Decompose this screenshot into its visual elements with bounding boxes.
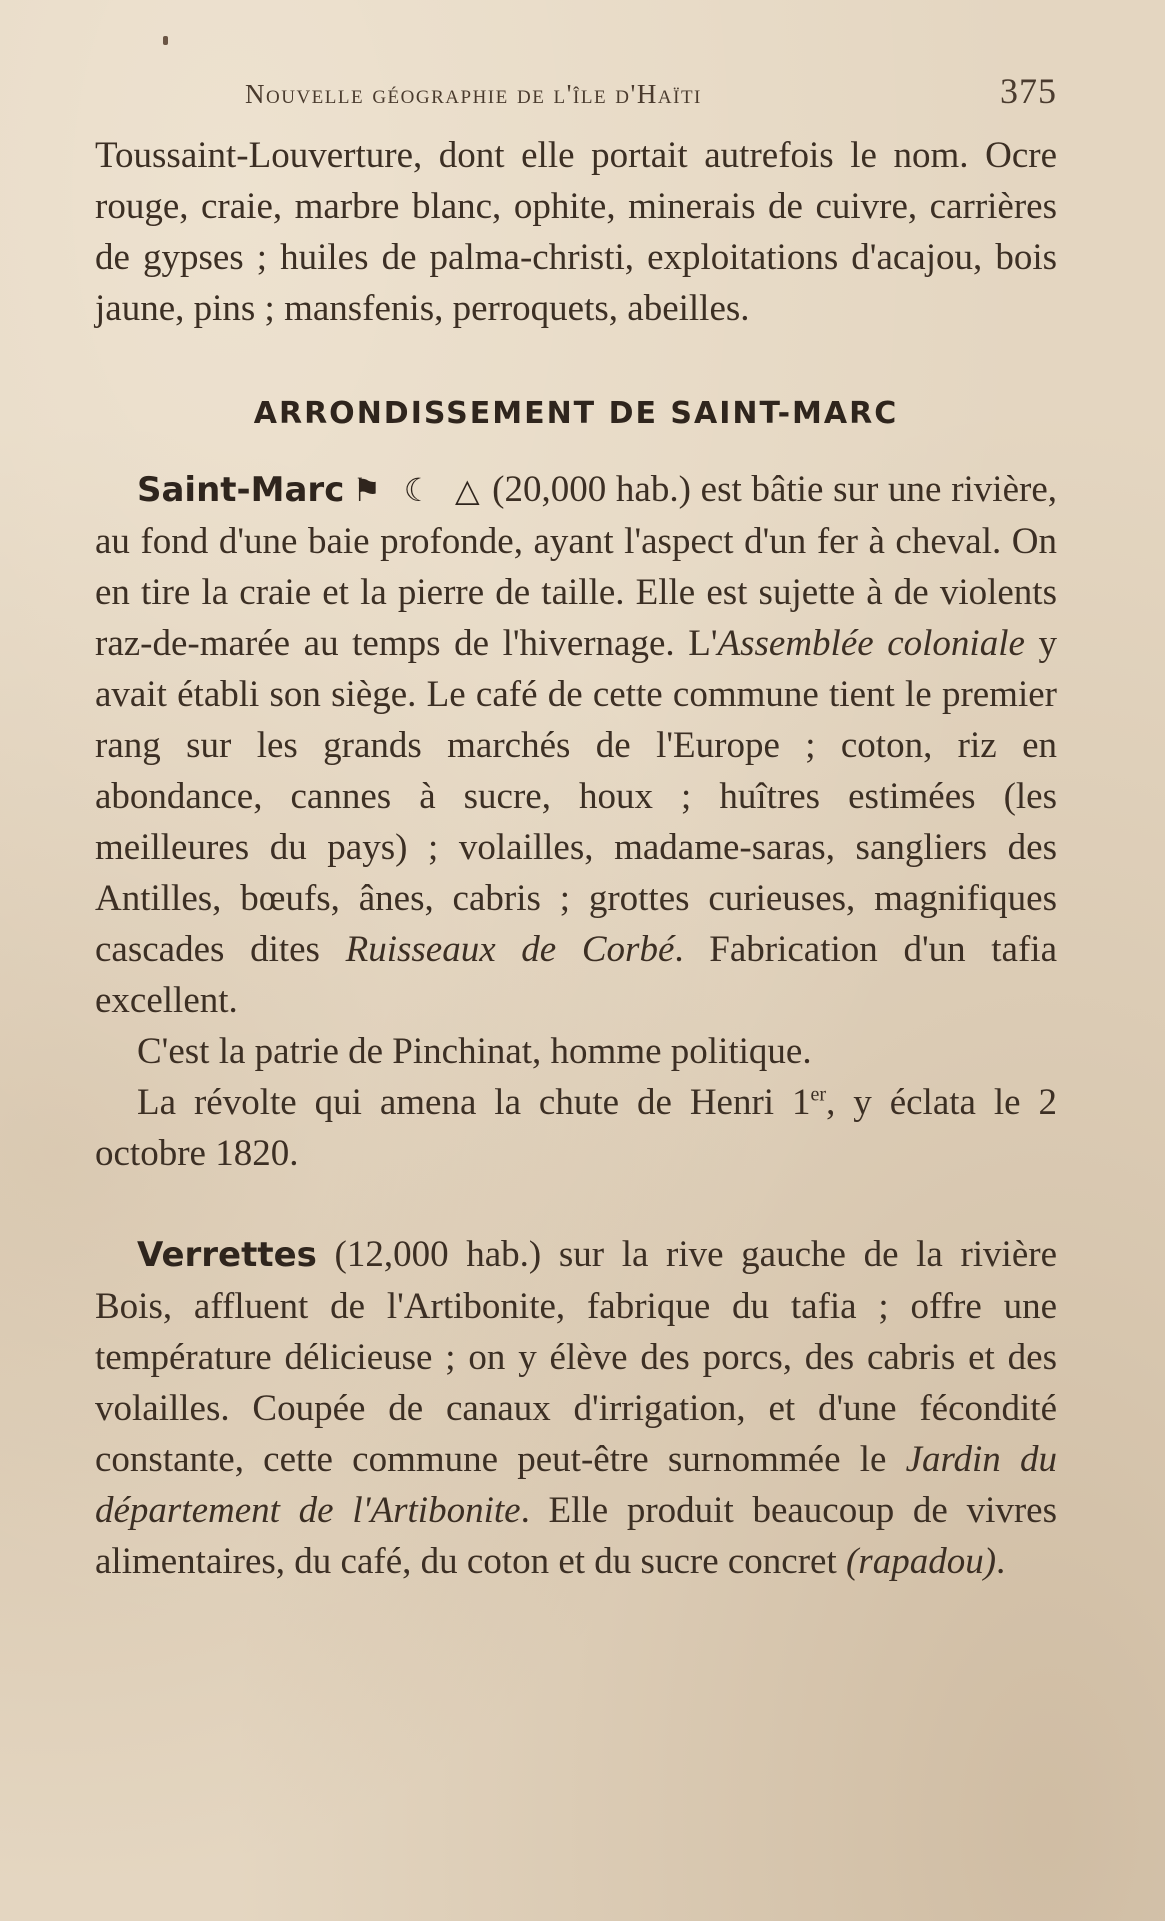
verrettes-title: Verrettes bbox=[137, 1235, 317, 1275]
revolt-paragraph bbox=[95, 1077, 1057, 1179]
jardin-du-departement: Jardin du département de l'Artibonite bbox=[95, 1439, 1057, 1531]
book-page bbox=[95, 70, 1057, 1587]
verrettes-text-1: (12,000 hab.) sur la rive gauche de la rivière Bois, affluent de l'Artibonite, fabrique du tafia ; offre une température délicieuse ; on y élève des porcs, des cabris et des volailles. Coupée de canaux d'irrigation, et d'une fécondité constante, cette commune peut-être surnommée le bbox=[95, 1234, 1057, 1480]
saint-marc-paragraph bbox=[95, 464, 1057, 1026]
saint-marc-text-3: . Fabrication d'un tafia excellent. bbox=[95, 929, 1057, 1021]
section-heading: ARRONDISSEMENT DE SAINT-MARC bbox=[253, 396, 899, 431]
revolt-text-2: , y éclata le 2 octobre 1820. bbox=[95, 1082, 1058, 1174]
revolt-superscript: er bbox=[810, 1083, 827, 1106]
verrettes-paragraph bbox=[95, 1229, 1057, 1587]
ink-speck bbox=[163, 36, 168, 45]
assemblee-coloniale: Assemblée coloniale bbox=[717, 623, 1025, 664]
ruisseaux-de-corbe: Ruisseaux de Corbé bbox=[345, 929, 675, 970]
running-title: Nouvelle géographie de l'île d'Haïti bbox=[245, 79, 702, 109]
rapadou: (rapadou) bbox=[845, 1541, 997, 1582]
revolt-text-1: La révolte qui amena la chute de Henri 1 bbox=[137, 1082, 811, 1123]
page-number: 375 bbox=[1000, 71, 1057, 111]
patrie-paragraph: C'est la patrie de Pinchinat, homme politique. bbox=[137, 1031, 812, 1072]
running-head bbox=[95, 70, 1057, 130]
verrettes-text-3: . bbox=[996, 1541, 1006, 1582]
map-symbols-icon: ⚑ ☾ △ bbox=[352, 471, 487, 509]
intro-paragraph: Toussaint-Louverture, dont elle portait autrefois le nom. Ocre rouge, craie, marbre blanc, ophite, minerais de cuivre, carrières de gypses ; huiles de palma-christi, exploitations d'acajou, bois jaune, pins ; mansfenis, perroquets, abeilles. bbox=[95, 135, 1057, 329]
saint-marc-title: Saint-Marc bbox=[137, 470, 345, 510]
verrettes-text-2: . Elle produit beaucoup de vivres alimentaires, du café, du coton et du sucre concret bbox=[95, 1490, 1058, 1582]
paragraph-spacer bbox=[95, 1179, 1057, 1229]
saint-marc-text-1: (20,000 hab.) est bâtie sur une rivière, au fond d'une baie profonde, ayant l'aspect d'un fer à cheval. On en tire la craie et la pierre de taille. Elle est sujette à de violents raz-de-marée au temps de l'hivernage. L' bbox=[95, 469, 1057, 664]
saint-marc-text-2: y avait établi son siège. Le café de cette commune tient le premier rang sur les grands marchés de l'Europe ; coton, riz en abondance, cannes à sucre, houx ; huîtres estimées (les meilleures du pays) ; volailles, madame-saras, sangliers des Antilles, bœufs, ânes, cabris ; grottes curieuses, magnifiques cascades dites bbox=[95, 623, 1057, 970]
